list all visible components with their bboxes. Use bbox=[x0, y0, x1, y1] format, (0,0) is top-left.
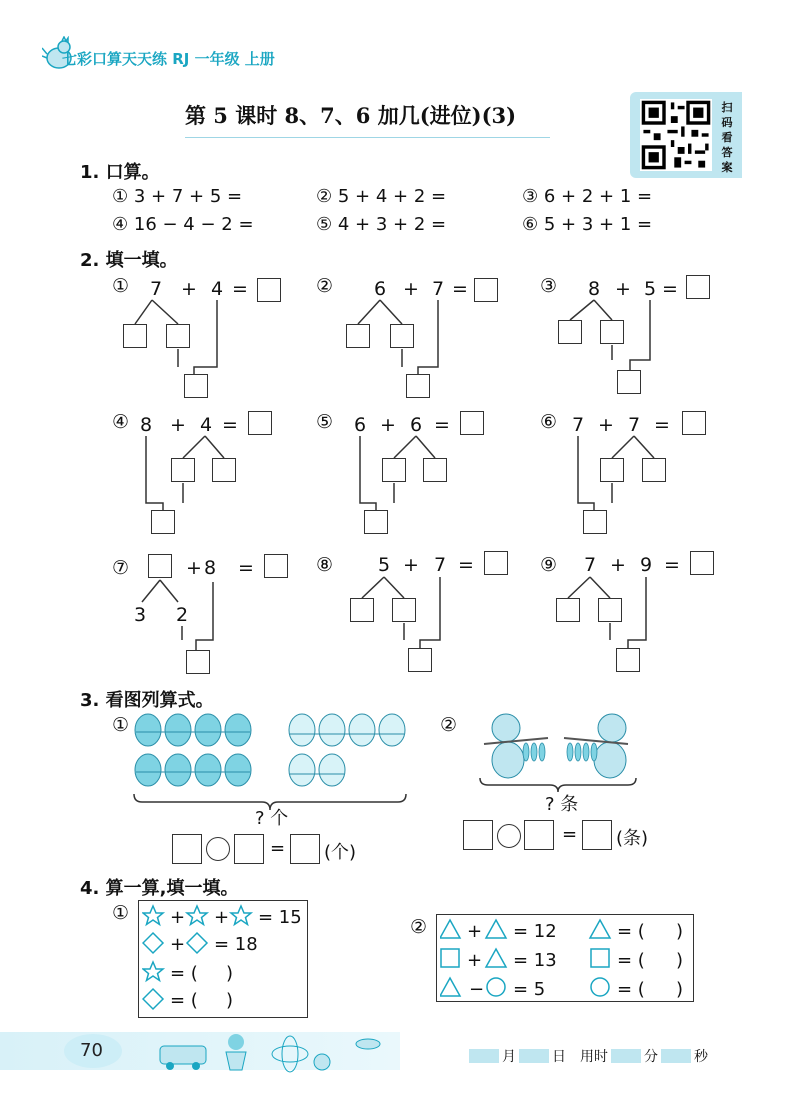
plus-sign: + bbox=[170, 414, 186, 436]
svg-text:): ) bbox=[676, 921, 684, 942]
oral-item-4: ④ 16 − 4 − 2 = bbox=[112, 214, 254, 235]
question-2: ? 条 bbox=[545, 794, 579, 815]
plus-sign: + bbox=[403, 278, 419, 300]
operand-box[interactable] bbox=[172, 834, 202, 864]
plus-sign: + bbox=[186, 557, 202, 579]
equals-sign: = bbox=[562, 824, 578, 845]
minute-label: 分 bbox=[644, 1049, 658, 1065]
section-2-label: 2. 填一填。 bbox=[80, 250, 178, 271]
second-label: 秒 bbox=[694, 1049, 708, 1065]
plus-sign: + bbox=[610, 554, 626, 576]
plus-sign: + bbox=[598, 414, 614, 436]
lesson-title: 第 5 课时 8、7、6 加几(进位)(3) bbox=[185, 103, 517, 128]
footer-decoration-icon bbox=[158, 1030, 398, 1074]
svg-text:= 15: = 15 bbox=[258, 907, 302, 928]
puzzle-2-shapes bbox=[440, 914, 696, 1002]
addend-a: 7 bbox=[150, 278, 163, 300]
unit-label: (个) bbox=[324, 842, 357, 863]
addend-a: 8 bbox=[140, 414, 153, 436]
addend-a: 7 bbox=[584, 554, 597, 576]
result-box[interactable] bbox=[290, 834, 320, 864]
equals-sign: = bbox=[452, 278, 468, 300]
svg-text:−: − bbox=[469, 979, 485, 1000]
result-box[interactable] bbox=[582, 820, 612, 850]
equals-sign: = bbox=[664, 554, 680, 576]
svg-text:= 5: = 5 bbox=[513, 979, 546, 1000]
item-number: ⑥ bbox=[540, 411, 558, 433]
addend-b: 4 bbox=[211, 278, 224, 300]
plus-sign: + bbox=[403, 554, 419, 576]
svg-text:): ) bbox=[676, 950, 684, 971]
puzzle-1-number: ① bbox=[112, 902, 130, 924]
equals-sign: = bbox=[222, 414, 238, 436]
oral-item-2: ② 5 + 4 + 2 = bbox=[316, 186, 447, 207]
addend-b: 7 bbox=[432, 278, 445, 300]
svg-text:+: + bbox=[170, 907, 186, 928]
time-used-label: 用时 bbox=[580, 1049, 608, 1065]
operand-box[interactable] bbox=[524, 820, 554, 850]
item-number: ⑧ bbox=[316, 554, 334, 576]
cats-fish-picture bbox=[478, 708, 638, 786]
addend-b: 4 bbox=[200, 414, 213, 436]
addend-b: 8 bbox=[204, 557, 217, 579]
addend-b: 5 bbox=[644, 278, 657, 300]
split-box[interactable] bbox=[556, 598, 580, 622]
equals-sign: = bbox=[654, 414, 670, 436]
time-record bbox=[466, 1046, 708, 1066]
page-number: 70 bbox=[80, 1040, 103, 1061]
svg-text:): ) bbox=[226, 963, 234, 984]
equals-sign: = bbox=[270, 838, 286, 859]
equals-sign: = bbox=[662, 278, 678, 300]
svg-text:= (: = ( bbox=[170, 963, 198, 984]
svg-text:= (: = ( bbox=[617, 979, 645, 1000]
equals-sign: = bbox=[238, 557, 254, 579]
item-number: ⑦ bbox=[112, 557, 130, 579]
puzzle-2-number: ② bbox=[410, 916, 428, 938]
addend-a: 7 bbox=[572, 414, 585, 436]
svg-text:): ) bbox=[226, 990, 234, 1011]
result-box[interactable] bbox=[616, 648, 640, 672]
svg-text:+: + bbox=[467, 950, 483, 971]
equals-sign: = bbox=[458, 554, 474, 576]
operand-box[interactable] bbox=[234, 834, 264, 864]
item-number: ① bbox=[112, 275, 130, 297]
svg-text:= 18: = 18 bbox=[214, 934, 258, 955]
section-3-label: 3. 看图列算式。 bbox=[80, 690, 214, 711]
addend-a: 5 bbox=[378, 554, 391, 576]
section-4-label: 4. 算一算,填一填。 bbox=[80, 878, 239, 899]
addend-a: 6 bbox=[354, 414, 367, 436]
split-value: 3 bbox=[134, 604, 147, 626]
item-number: ⑨ bbox=[540, 554, 558, 576]
svg-text:+: + bbox=[467, 921, 483, 942]
item-number: ⑤ bbox=[316, 411, 334, 433]
addend-b: 7 bbox=[434, 554, 447, 576]
svg-text:= 12: = 12 bbox=[513, 921, 557, 942]
book-brand: 七彩口算天天练 RJ 一年级 上册 bbox=[62, 50, 275, 68]
svg-text:): ) bbox=[676, 979, 684, 1000]
equals-sign: = bbox=[434, 414, 450, 436]
picture-1-number: ① bbox=[112, 714, 130, 736]
oral-item-3: ③ 6 + 2 + 1 = bbox=[522, 186, 653, 207]
day-label: 日 bbox=[552, 1049, 566, 1065]
plus-sign: + bbox=[615, 278, 631, 300]
question-1: ? 个 bbox=[255, 808, 289, 829]
addend-a: 6 bbox=[374, 278, 387, 300]
addend-b: 9 bbox=[640, 554, 653, 576]
operator-circle[interactable] bbox=[497, 824, 521, 848]
qr-label: 扫 码 看 答 案 bbox=[721, 101, 733, 174]
addend-b: 7 bbox=[628, 414, 641, 436]
split-box[interactable] bbox=[598, 598, 622, 622]
svg-text:= 13: = 13 bbox=[513, 950, 557, 971]
svg-text:+: + bbox=[214, 907, 230, 928]
plus-sign: + bbox=[380, 414, 396, 436]
unit-label: (条) bbox=[616, 828, 649, 849]
item-number: ② bbox=[316, 275, 334, 297]
svg-text:= (: = ( bbox=[170, 990, 198, 1011]
item-number: ④ bbox=[112, 411, 130, 433]
picture-2-number: ② bbox=[440, 714, 458, 736]
oral-item-6: ⑥ 5 + 3 + 1 = bbox=[522, 214, 653, 235]
addend-a: 8 bbox=[588, 278, 601, 300]
plus-sign: + bbox=[181, 278, 197, 300]
split-value: 2 bbox=[176, 604, 189, 626]
operator-circle[interactable] bbox=[206, 837, 230, 861]
addend-b: 6 bbox=[410, 414, 423, 436]
svg-text:+: + bbox=[170, 934, 186, 955]
puzzle-1-shapes bbox=[142, 900, 312, 1018]
operand-box[interactable] bbox=[463, 820, 493, 850]
svg-text:= (: = ( bbox=[617, 921, 645, 942]
svg-text:= (: = ( bbox=[617, 950, 645, 971]
month-label: 月 bbox=[502, 1049, 516, 1065]
oral-item-1: ① 3 + 7 + 5 = bbox=[112, 186, 243, 207]
oral-item-5: ⑤ 4 + 3 + 2 = bbox=[316, 214, 447, 235]
section-1-label: 1. 口算。 bbox=[80, 162, 160, 183]
equals-sign: = bbox=[232, 278, 248, 300]
item-number: ③ bbox=[540, 275, 558, 297]
